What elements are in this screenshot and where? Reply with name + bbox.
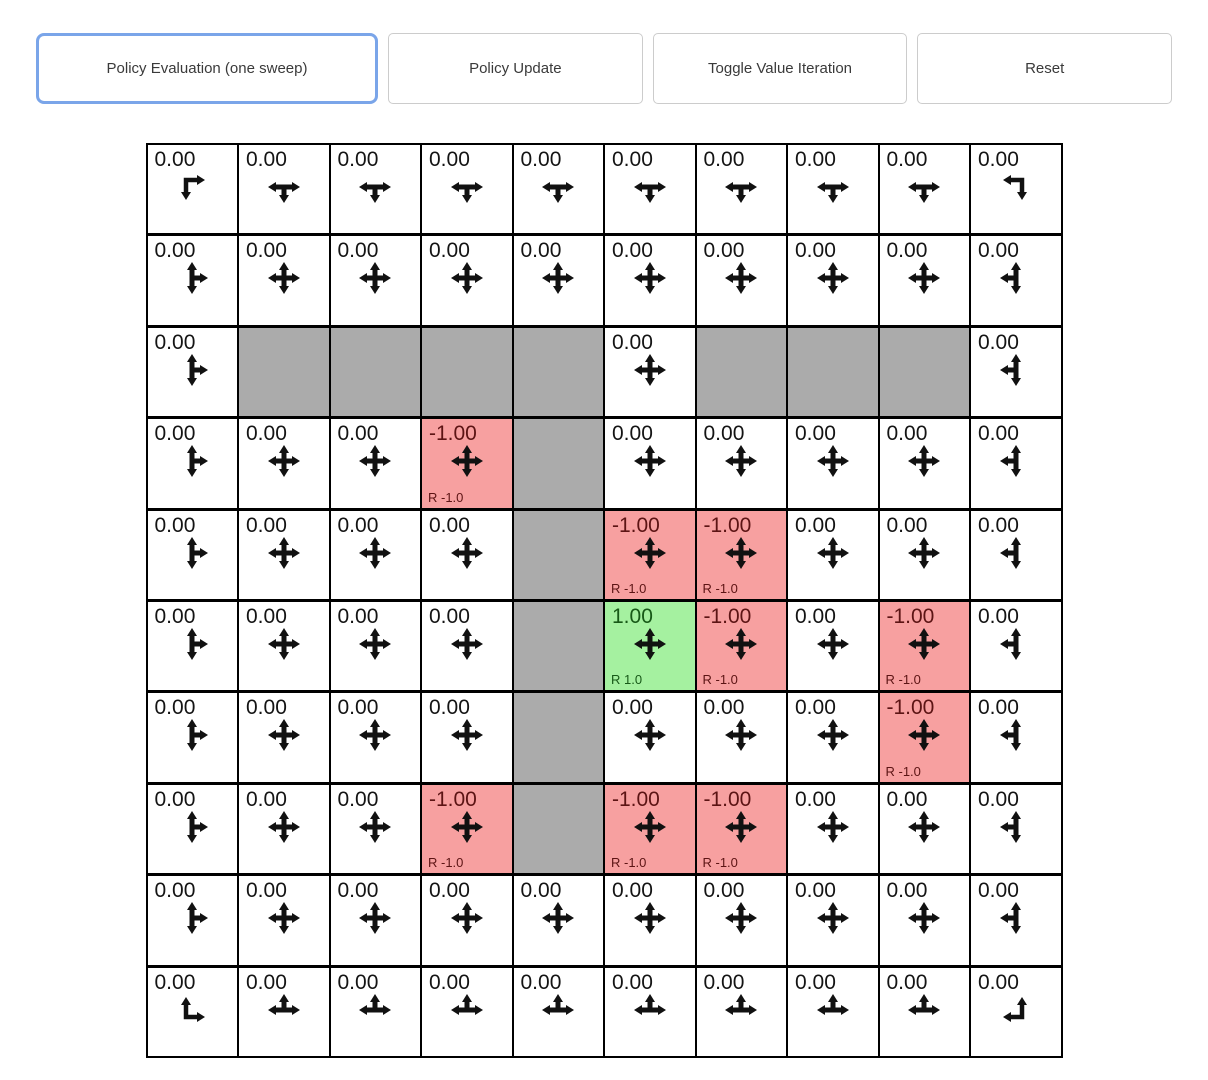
cell-value: 0.00 [246,879,287,903]
cell-value: 0.00 [429,696,470,720]
policy-arrows-icon [633,444,667,478]
grid-cell[interactable] [331,511,421,599]
policy-arrows-icon [267,627,301,661]
cell-value: 0.00 [612,970,653,994]
grid-cell[interactable] [148,328,238,416]
grid-cell[interactable] [971,693,1061,781]
cell-value: 0.00 [337,148,379,171]
cell-value: 0.00 [886,787,928,811]
policy-arrows-icon [724,170,758,204]
grid-cell[interactable] [788,602,878,690]
wall-cell [880,328,970,416]
policy-arrows-icon [175,536,209,570]
grid-cell[interactable] [331,145,421,233]
grid-cell[interactable] [605,145,695,233]
grid-cell[interactable] [697,419,787,507]
policy-arrows-icon [907,536,941,570]
wall-cell [422,328,512,416]
cell-value: -1.00 [612,787,660,811]
cell-value: 0.00 [154,787,196,811]
wall-cell [514,693,604,781]
wall-cell [239,328,329,416]
grid-cell[interactable] [788,511,878,599]
cell-value: 0.00 [154,879,196,903]
grid-cell[interactable] [148,236,238,324]
policy-arrows-icon [175,170,209,204]
grid-cell[interactable] [331,876,421,964]
policy-arrows-icon [816,170,850,204]
cell-value: 0.00 [246,422,287,446]
policy-arrows-icon [907,627,941,661]
cell-value: 0.00 [795,970,836,994]
policy-arrows-icon [999,170,1033,204]
grid-cell[interactable] [514,968,604,1056]
grid-cell[interactable] [239,602,329,690]
policy-arrows-icon [450,993,484,1027]
cell-value: 0.00 [612,330,653,354]
policy-arrows-icon [907,993,941,1027]
grid-cell[interactable] [697,968,787,1056]
grid-cell[interactable] [148,876,238,964]
grid-cell[interactable] [148,419,238,507]
cell-value: 0.00 [795,148,836,171]
cell-value: 0.00 [886,148,928,171]
grid-cell[interactable] [239,511,329,599]
cell-value: 0.00 [246,696,287,720]
policy-arrows-icon [816,536,850,570]
policy-arrows-icon [907,810,941,844]
policy-arrows-icon [999,536,1033,570]
policy-arrows-icon [358,261,392,295]
policy-arrows-icon [724,444,758,478]
cell-value: 0.00 [703,148,745,171]
grid-cell[interactable] [331,693,421,781]
cell-value: 0.00 [886,239,928,263]
policy-arrows-icon [541,993,575,1027]
cell-value: 0.00 [795,787,836,811]
grid-container [0,143,1208,1058]
grid-cell[interactable] [331,968,421,1056]
cell-value: 0.00 [795,696,836,720]
policy-arrows-icon [267,901,301,935]
wall-cell [514,419,604,507]
wall-cell [697,328,787,416]
grid-cell[interactable] [239,968,329,1056]
policy-arrows-icon [175,444,209,478]
cell-reward-label: R -1.0 [702,581,738,596]
policy-arrows-icon [450,536,484,570]
policy-arrows-icon [450,718,484,752]
policy-arrows-icon [633,718,667,752]
policy-arrows-icon [633,353,667,387]
policy-arrows-icon [267,993,301,1027]
policy-arrows-icon [175,901,209,935]
wall-cell [514,602,604,690]
grid-cell[interactable] [331,785,421,873]
cell-value: 0.00 [520,239,562,263]
policy-arrows-icon [999,718,1033,752]
cell-value: 0.00 [612,422,653,446]
grid-cell[interactable] [148,968,238,1056]
grid-cell[interactable] [422,236,512,324]
grid-cell[interactable] [331,236,421,324]
grid-cell[interactable] [697,511,787,599]
cell-value: 0.00 [978,330,1019,354]
grid-cell[interactable] [422,968,512,1056]
cell-value: 0.00 [246,148,287,171]
grid-cell[interactable] [697,602,787,690]
policy-arrows-icon [175,261,209,295]
wall-cell [788,328,878,416]
cell-value: -1.00 [612,513,660,537]
cell-value: 0.00 [154,696,196,720]
grid-cell[interactable] [697,693,787,781]
policy-arrows-icon [633,170,667,204]
policy-arrows-icon [816,444,850,478]
policy-arrows-icon [999,810,1033,844]
cell-value: 0.00 [703,970,745,994]
policy-arrows-icon [358,810,392,844]
policy-arrows-icon [267,170,301,204]
grid-cell[interactable] [605,419,695,507]
grid-cell[interactable] [880,236,970,324]
cell-value: 0.00 [978,513,1019,537]
cell-value: 0.00 [886,422,928,446]
policy-arrows-icon [907,444,941,478]
grid-cell[interactable] [788,145,878,233]
cell-reward-label: R -1.0 [885,763,921,779]
policy-arrows-icon [907,170,941,204]
grid-cell[interactable] [880,145,970,233]
cell-reward-label: R -1.0 [885,672,921,688]
grid-cell[interactable] [788,785,878,873]
policy-arrows-icon [633,993,667,1027]
policy-arrows-icon [633,810,667,844]
cell-value: 0.00 [154,422,196,446]
grid-cell[interactable] [422,511,512,599]
policy-arrows-icon [175,718,209,752]
policy-arrows-icon [175,810,209,844]
grid-cell[interactable] [239,785,329,873]
grid-cell[interactable] [697,785,787,873]
policy-arrows-icon [450,810,484,844]
policy-arrows-icon [267,810,301,844]
wall-cell [514,511,604,599]
cell-value: 0.00 [978,787,1019,811]
cell-reward-label: R -1.0 [611,581,647,596]
cell-value: -1.00 [429,787,477,811]
cell-value: 0.00 [337,422,379,446]
grid-cell[interactable] [971,236,1061,324]
policy-arrows-icon [541,901,575,935]
policy-arrows-icon [267,536,301,570]
cell-value: 0.00 [154,148,196,171]
policy-arrows-icon [907,261,941,295]
grid-cell[interactable] [880,511,970,599]
grid-cell[interactable] [239,145,329,233]
cell-reward-label: R 1.0 [611,672,643,688]
grid-cell[interactable] [971,145,1061,233]
policy-arrows-icon [724,901,758,935]
grid-cell[interactable] [605,785,695,873]
grid-cell[interactable] [605,328,695,416]
grid-cell[interactable] [422,785,512,873]
policy-arrows-icon [724,627,758,661]
grid-cell[interactable] [239,236,329,324]
grid-cell[interactable] [788,876,878,964]
cell-value: 0.00 [429,879,470,903]
policy-arrows-icon [450,261,484,295]
policy-arrows-icon [358,901,392,935]
cell-value: 0.00 [703,422,745,446]
cell-value: 0.00 [978,879,1019,903]
grid-cell[interactable] [148,785,238,873]
policy-arrows-icon [999,627,1033,661]
cell-value: 0.00 [429,239,470,263]
cell-value: 0.00 [612,148,653,171]
grid-cell[interactable] [880,602,970,690]
cell-value: -1.00 [429,422,477,446]
cell-reward-label: R -1.0 [702,855,738,871]
cell-value: 0.00 [429,148,470,171]
cell-value: 0.00 [246,239,287,263]
cell-value: 0.00 [154,330,196,354]
grid-cell[interactable] [605,602,695,690]
cell-value: 0.00 [154,513,196,537]
cell-value: -1.00 [703,605,752,628]
grid-cell[interactable] [239,419,329,507]
grid-cell[interactable] [514,145,604,233]
cell-value: 0.00 [795,239,836,263]
wall-cell [514,328,604,416]
grid-cell[interactable] [788,968,878,1056]
grid-cell[interactable] [605,876,695,964]
cell-value: 0.00 [246,787,287,811]
cell-value: -1.00 [886,605,935,628]
policy-arrows-icon [450,627,484,661]
grid-cell[interactable] [971,876,1061,964]
cell-value: 0.00 [795,605,836,628]
cell-value: 0.00 [886,879,928,903]
gridworld [146,143,1063,1058]
policy-arrows-icon [358,444,392,478]
grid-cell[interactable] [148,145,238,233]
policy-arrows-icon [633,536,667,570]
policy-arrows-icon [999,993,1033,1027]
cell-value: 0.00 [246,513,287,537]
policy-arrows-icon [450,170,484,204]
policy-arrows-icon [999,353,1033,387]
cell-value: 0.00 [795,879,836,903]
grid-cell[interactable] [697,876,787,964]
grid-cell[interactable] [148,693,238,781]
grid-cell[interactable] [788,419,878,507]
cell-value: 0.00 [978,605,1019,628]
cell-value: 0.00 [886,513,928,537]
policy-arrows-icon [541,170,575,204]
grid-cell[interactable] [971,785,1061,873]
grid-cell[interactable] [880,419,970,507]
policy-arrows-icon [816,810,850,844]
grid-cell[interactable] [971,328,1061,416]
policy-arrows-icon [724,718,758,752]
cell-value: 0.00 [246,605,287,628]
cell-value: 0.00 [337,239,379,263]
grid-cell[interactable] [880,785,970,873]
policy-arrows-icon [541,261,575,295]
grid-cell[interactable] [605,693,695,781]
cell-value: 0.00 [612,239,653,263]
policy-arrows-icon [816,627,850,661]
grid-cell[interactable] [697,145,787,233]
toolbar [0,0,1208,104]
cell-reward-label: R -1.0 [611,855,647,871]
cell-value: 0.00 [429,970,470,994]
grid-cell[interactable] [697,236,787,324]
grid-cell[interactable] [514,876,604,964]
policy-update-button[interactable]: Policy Update [388,33,643,104]
policy-arrows-icon [175,353,209,387]
cell-value: 0.00 [337,970,379,994]
wall-cell [331,328,421,416]
cell-value: 0.00 [337,696,379,720]
cell-value: 0.00 [612,696,653,720]
grid-cell[interactable] [239,693,329,781]
cell-value: 0.00 [978,696,1019,720]
cell-value: 0.00 [337,605,379,628]
policy-arrows-icon [358,718,392,752]
cell-value: 0.00 [978,148,1019,171]
cell-value: 0.00 [703,239,745,263]
grid-cell[interactable] [148,511,238,599]
cell-value: 0.00 [337,879,379,903]
grid-cell[interactable] [148,602,238,690]
grid-cell[interactable] [971,602,1061,690]
grid-cell[interactable] [514,236,604,324]
grid-cell[interactable] [971,968,1061,1056]
grid-cell[interactable] [422,693,512,781]
policy-arrows-icon [816,993,850,1027]
policy-arrows-icon [358,627,392,661]
cell-value: 0.00 [978,970,1019,994]
grid-cell[interactable] [239,876,329,964]
policy-arrows-icon [358,993,392,1027]
cell-value: 0.00 [154,239,196,263]
cell-value: 0.00 [703,696,745,720]
policy-arrows-icon [907,901,941,935]
grid-cell[interactable] [605,968,695,1056]
policy-arrows-icon [358,536,392,570]
policy-arrows-icon [358,170,392,204]
policy-arrows-icon [907,718,941,752]
policy-arrows-icon [633,627,667,661]
grid-cell[interactable] [788,236,878,324]
cell-reward-label: R -1.0 [428,855,464,871]
cell-value: 0.00 [154,970,196,994]
cell-value: 1.00 [612,605,653,628]
policy-arrows-icon [999,444,1033,478]
cell-value: 0.00 [978,239,1019,263]
cell-value: 0.00 [703,879,745,903]
policy-arrows-icon [175,627,209,661]
cell-value: 0.00 [520,970,562,994]
grid-cell[interactable] [422,876,512,964]
policy-arrows-icon [816,261,850,295]
wall-cell [514,785,604,873]
grid-cell[interactable] [880,693,970,781]
reset-button[interactable]: Reset [917,33,1172,104]
policy-evaluation-button[interactable]: Policy Evaluation (one sweep) [36,33,378,104]
grid-cell[interactable] [880,968,970,1056]
cell-reward-label: R -1.0 [702,672,738,688]
cell-value: -1.00 [703,513,752,537]
cell-value: 0.00 [246,970,287,994]
cell-value: 0.00 [429,605,470,628]
policy-arrows-icon [267,718,301,752]
policy-arrows-icon [816,901,850,935]
grid-cell[interactable] [422,602,512,690]
policy-arrows-icon [175,993,209,1027]
policy-arrows-icon [724,993,758,1027]
grid-cell[interactable] [971,511,1061,599]
toggle-value-iteration-button[interactable]: Toggle Value Iteration [653,33,908,104]
cell-value: -1.00 [886,696,935,720]
cell-value: 0.00 [520,148,562,171]
cell-value: -1.00 [703,787,752,811]
policy-arrows-icon [724,536,758,570]
policy-arrows-icon [633,901,667,935]
cell-value: 0.00 [612,879,653,903]
policy-arrows-icon [999,261,1033,295]
grid-cell[interactable] [422,419,512,507]
cell-value: 0.00 [978,422,1019,446]
grid-cell[interactable] [331,602,421,690]
grid-cell[interactable] [788,693,878,781]
cell-value: 0.00 [429,513,470,537]
grid-cell[interactable] [331,419,421,507]
cell-value: 0.00 [154,605,196,628]
grid-cell[interactable] [971,419,1061,507]
policy-arrows-icon [267,261,301,295]
cell-value: 0.00 [337,787,379,811]
cell-value: 0.00 [520,879,562,903]
policy-arrows-icon [450,444,484,478]
cell-value: 0.00 [795,513,836,537]
grid-cell[interactable] [880,876,970,964]
policy-arrows-icon [633,261,667,295]
policy-arrows-icon [724,810,758,844]
policy-arrows-icon [724,261,758,295]
policy-arrows-icon [267,444,301,478]
cell-reward-label: R -1.0 [428,489,464,505]
cell-value: 0.00 [337,513,379,537]
grid-cell[interactable] [605,511,695,599]
cell-value: 0.00 [886,970,928,994]
policy-arrows-icon [450,901,484,935]
grid-cell[interactable] [422,145,512,233]
policy-arrows-icon [816,718,850,752]
grid-cell[interactable] [605,236,695,324]
policy-arrows-icon [999,901,1033,935]
cell-value: 0.00 [795,422,836,446]
